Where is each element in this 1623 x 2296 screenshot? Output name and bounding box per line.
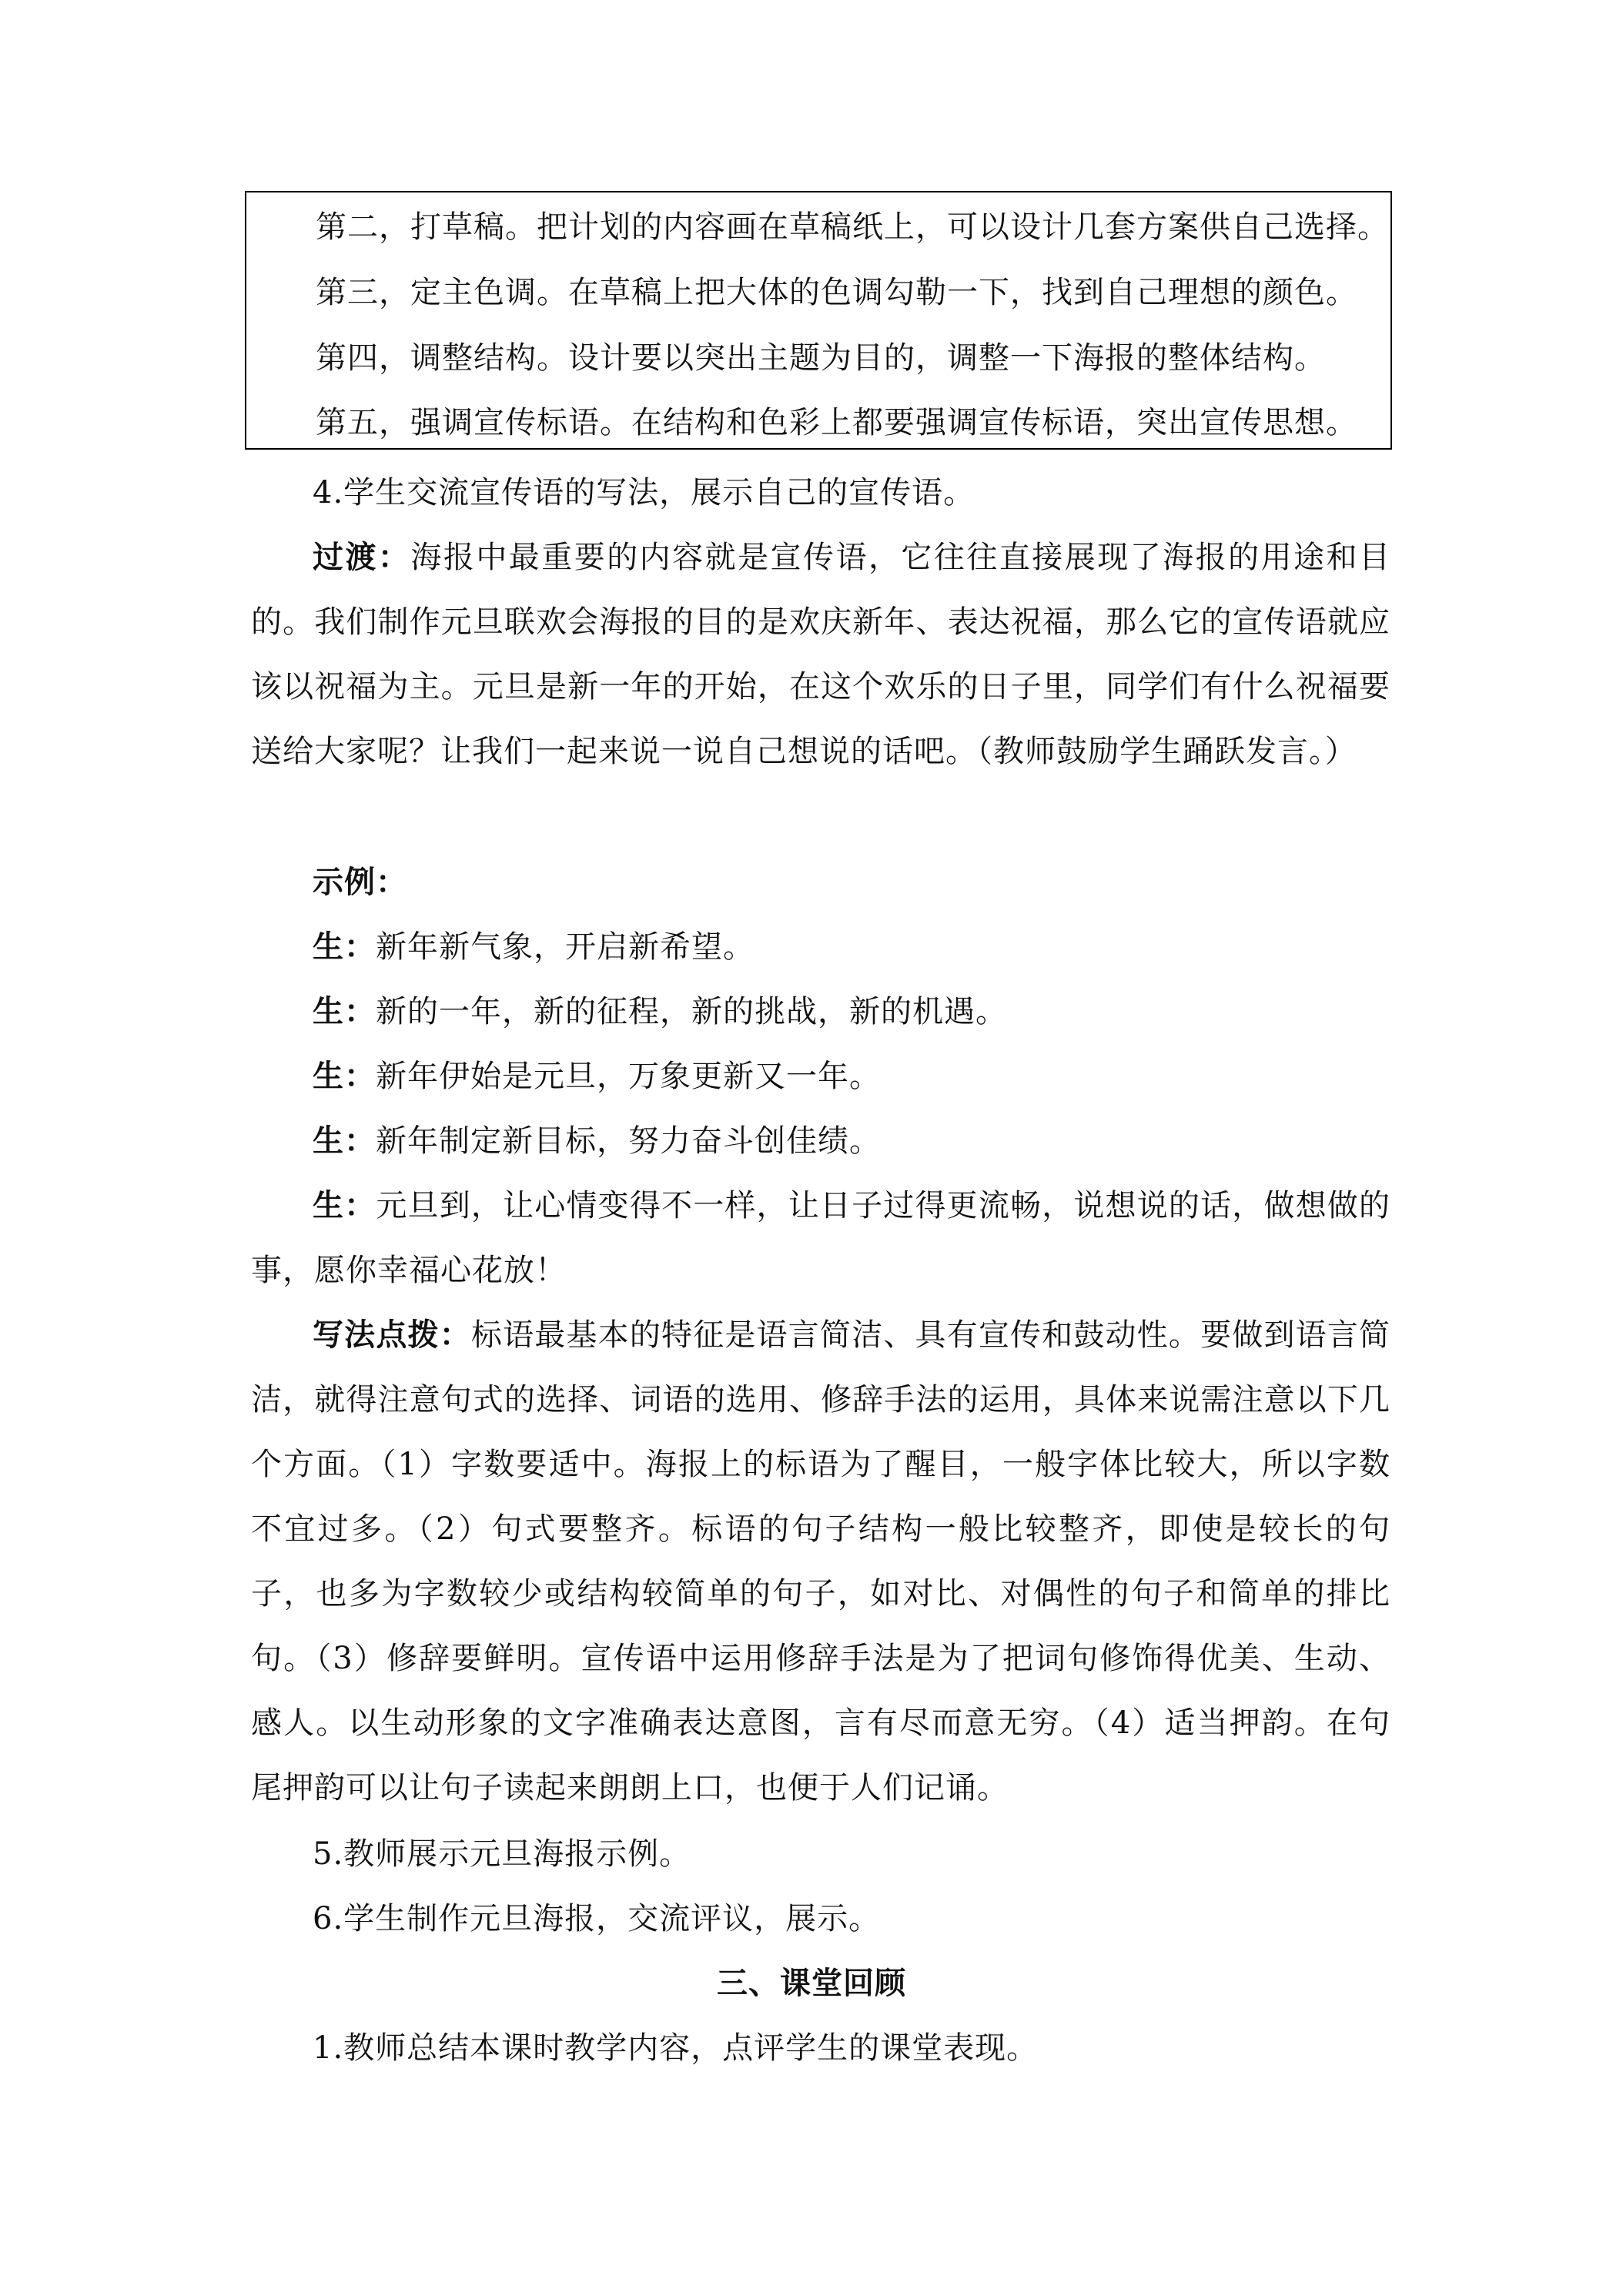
example-label: 示例： (313, 864, 407, 900)
student-label: 生： (313, 1123, 376, 1159)
student-label: 生： (313, 1058, 376, 1094)
step-6-paragraph: 6.学生制作元旦海报，交流评议，展示。 (313, 1901, 881, 1936)
review-1-paragraph: 1.教师总结本课时教学内容，点评学生的课堂表现。 (313, 2030, 1039, 2066)
student-line-3 (251, 1044, 1390, 1109)
student-label: 生： (313, 1187, 376, 1223)
box-step-5: 第五，强调宣传标语。在结构和色彩上都要强调宣传标语，突出宣传思想。 (316, 405, 1357, 440)
student-text: 新年制定新目标，努力奋斗创佳绩。 (376, 1123, 881, 1159)
example-label-paragraph (251, 850, 1390, 915)
box-step-4: 第四，调整结构。设计要以突出主题为目的，调整一下海报的整体结构。 (316, 340, 1326, 376)
writing-tips-text: 标语最基本的特征是语言简洁、具有宣传和鼓动性。要做到语言简洁，就得注意句式的选择、词语的选用、修辞手法的运用，具体来说需注意以下几个方面。（1）字数要适中。海报上的标语为了醒目，一般字体比较大，所以字数不宜过多。（2）句式要整齐。标语的句子结构一般比较整齐，即使是较长的句子，也多为字数较少或结构较简单的句子，如对比、对偶性的句子和简单的排比句。（3）修辞要鲜明。宣传语中运用修辞手法是为了把词句修饰得优美、生动、感人。以生动形象的文字准确表达意图，言有尽而意无穷。（4）适当押韵。在句尾押韵可以让句子读起来朗朗上口，也便于人们记诵。 (251, 1317, 1391, 1806)
writing-tips-paragraph (251, 1303, 1390, 1820)
student-text: 新年新气象，开启新希望。 (376, 929, 755, 965)
transition-text: 海报中最重要的内容就是宣传语，它往往直接展现了海报的用途和目的。我们制作元旦联欢会海报的目的是欢庆新年、表达祝福，那么它的宣传语就应该以祝福为主。元旦是新一年的开始，在这个欢乐的日子里，同学们有什么祝福要送给大家呢？让我们一起来说一说自己想说的话吧。（教师鼓励学生踊跃发言。） (251, 540, 1390, 769)
student-text: 元旦到，让心情变得不一样，让日子过得更流畅，说想说的话，做想做的事，愿你幸福心花放！ (251, 1188, 1391, 1288)
student-line-5 (251, 1173, 1390, 1303)
box-step-2: 第二，打草稿。把计划的内容画在草稿纸上，可以设计几套方案供自己选择。 (316, 209, 1389, 245)
student-text: 新的一年，新的征程，新的挑战，新的机遇。 (376, 994, 1007, 1029)
box-step-3: 第三，定主色调。在草稿上把大体的色调勾勒一下，找到自己理想的颜色。 (316, 275, 1357, 310)
section-heading: 三、课堂回顾 (717, 1965, 906, 2001)
transition-label: 过渡： (313, 539, 411, 575)
step-4-paragraph: 4.学生交流宣传语的写法，展示自己的宣传语。 (313, 475, 975, 510)
student-text: 新年伊始是元旦，万象更新又一年。 (376, 1059, 881, 1094)
student-label: 生： (313, 993, 376, 1029)
step-5-paragraph: 5.教师展示元旦海报示例。 (313, 1836, 691, 1872)
student-label: 生： (313, 929, 376, 965)
transition-paragraph (251, 525, 1390, 784)
writing-tips-label: 写法点拨： (313, 1317, 471, 1353)
student-line-4 (251, 1109, 1390, 1173)
student-line-1 (251, 915, 1390, 979)
student-line-2 (251, 979, 1390, 1044)
